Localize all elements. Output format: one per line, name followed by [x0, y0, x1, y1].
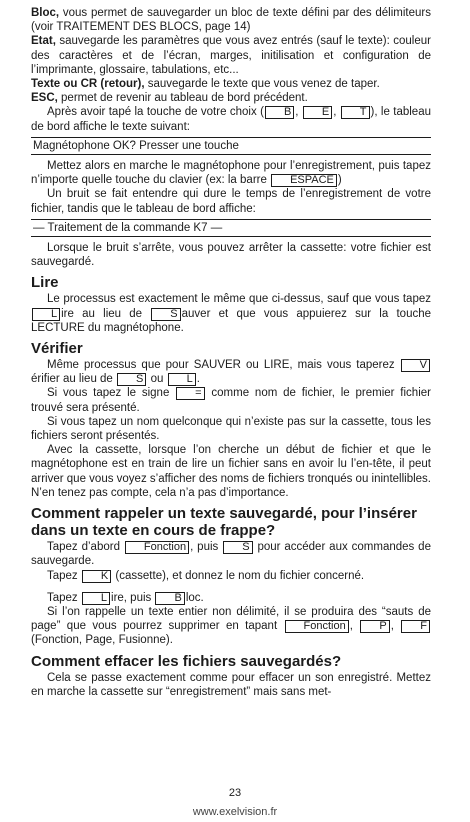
key-fonction: Fonction	[125, 541, 189, 554]
paragraph-texte	[31, 77, 431, 91]
key-fonction: Fonction	[285, 620, 349, 633]
term-bloc: Bloc,	[31, 7, 60, 19]
text: ire, puis	[111, 591, 155, 604]
paragraph-signe	[31, 386, 431, 414]
paragraph-choix	[31, 105, 431, 133]
text: ire au lieu de	[61, 307, 151, 320]
key-f: F	[401, 620, 430, 633]
paragraph-mettez	[31, 159, 431, 187]
page-number: 23	[228, 787, 242, 799]
key-l: L	[32, 308, 60, 321]
text: Le processus est exactement le même que ci-dessus, sauf que vous tapez	[47, 293, 431, 306]
text: sauvegarde le texte que vous venez de taper.	[144, 78, 380, 91]
heading-lire: Lire	[31, 274, 59, 292]
screen-message-magnetophone: Magnétophone OK? Presser une touche	[31, 137, 431, 155]
key-s: S	[223, 541, 252, 554]
text: ,	[349, 620, 360, 633]
paragraph-bloc	[31, 6, 431, 34]
heading-rappeler: Comment rappeler un texte sauvegardé, pour l’insérer dans un texte en cours de frappe?	[31, 505, 417, 540]
text: ,	[390, 620, 401, 633]
text: Après avoir tapé la touche de votre choix (	[47, 106, 264, 119]
paragraph-effacer: Cela se passe exactement comme pour effacer un son enregistré. Mettez en marche la cassette sur “enregistrement” mais sans met-	[31, 671, 431, 698]
key-equals: =	[176, 387, 204, 400]
paragraph-k	[31, 569, 431, 583]
text: auver et que vous appuierez sur la touche LECTURE du magnétophone.	[31, 307, 432, 334]
paragraph-cassette: Avec la cassette, lorsque l’on cherche un début de fichier et que le magnétophone est en train de lire un fichier sans en avoir lu l’en-tête, il peut arriver que vous voyez s’afficher des noms de fichiers tronqués ou inintellibles. N’en tenez pas compte, cela n’a pas d’importance.	[31, 444, 431, 499]
text: Mettez alors en marche le magnétophone pour l’enregistrement, puis tapez n’importe quelle touche du clavier (ex: la barre	[31, 160, 431, 187]
text: , puis	[190, 541, 223, 554]
paragraph-lire	[31, 292, 431, 335]
key-s: S	[117, 373, 146, 386]
text: ,	[295, 106, 302, 119]
key-l: L	[82, 592, 110, 605]
text: Tapez d’abord	[47, 541, 124, 554]
footer-url: www.exelvision.fr	[192, 806, 278, 818]
page-content	[31, 6, 431, 699]
heading-effacer: Comment effacer les fichiers sauvegardés?	[31, 652, 342, 670]
paragraph-nom: Si vous tapez un nom quelconque qui n’existe pas sur la cassette, tous les fichiers seront présentés.	[31, 415, 431, 443]
text: comme nom de fichier, le premier fichier trouvé sera présenté.	[31, 387, 431, 414]
text: ou	[147, 373, 167, 386]
text: pour accéder aux commandes de sauvegarde.	[31, 541, 431, 568]
key-s: S	[151, 308, 180, 321]
text: (Fonction, Page, Fusionne).	[31, 634, 173, 647]
text: (cassette), et donnez le nom du fichier concerné.	[112, 569, 365, 582]
term-texte: Texte ou CR (retour),	[31, 78, 145, 91]
text: permet de revenir au tableau de bord précédent.	[57, 92, 308, 105]
paragraph-sauts	[31, 605, 431, 648]
paragraph-bruit: Un bruit se fait entendre qui dure le temps de l’enregistrement de votre fichier, tandis que le tableau de bord affiche:	[31, 188, 431, 215]
paragraph-verifier	[31, 358, 431, 386]
key-v: V	[401, 359, 430, 372]
text: Si vous tapez le signe	[47, 387, 176, 400]
key-e: E	[303, 106, 332, 119]
key-t: T	[341, 106, 370, 119]
paragraph-esc	[31, 91, 431, 105]
key-l: L	[168, 373, 196, 386]
screen-message-traitement: — Traitement de la commande K7 —	[31, 219, 431, 237]
text: Tapez	[47, 591, 81, 604]
text: sauvegarde les paramètres que vous avez entrés (sauf le texte): couleur des caractères et de l’écran, marges, initilisation et configuration de l’imprimante, glossaire, tabulations, etc...	[31, 35, 431, 76]
text: Si l’on rappelle un texte entier non délimité, il se produira des “sauts de page” que vous pourrez supprimer en tapant	[31, 605, 431, 633]
text: érifier au lieu de	[31, 373, 117, 386]
text: .	[196, 373, 200, 386]
paragraph-fonction	[31, 540, 431, 568]
text: ,	[333, 106, 340, 119]
text: loc.	[185, 591, 204, 604]
key-espace: ESPACE	[271, 174, 337, 187]
paragraph-lire-bloc	[31, 591, 431, 605]
paragraph-arret: Lorsque le bruit s’arrête, vous pouvez arrêter la cassette: votre fichier est sauvegardé.	[31, 242, 431, 269]
text: vous permet de sauvegarder un bloc de texte défini par des délimiteurs (voir TRAITEMENT DES BLOCS, page 14)	[31, 7, 431, 34]
key-b: B	[155, 592, 184, 605]
term-esc: ESC,	[31, 92, 58, 105]
paragraph-etat	[31, 34, 431, 77]
heading-verifier: Vérifier	[31, 340, 83, 358]
key-b: B	[265, 106, 294, 119]
key-p: P	[360, 620, 389, 633]
text: Même processus que pour SAUVER ou LIRE, mais vous taperez	[47, 359, 400, 372]
text: )	[337, 174, 342, 187]
term-etat: Etat,	[31, 35, 56, 48]
text: ), le tableau de bord affiche le texte suivant:	[31, 106, 431, 133]
text: Tapez	[47, 569, 81, 582]
key-k: K	[82, 570, 111, 583]
